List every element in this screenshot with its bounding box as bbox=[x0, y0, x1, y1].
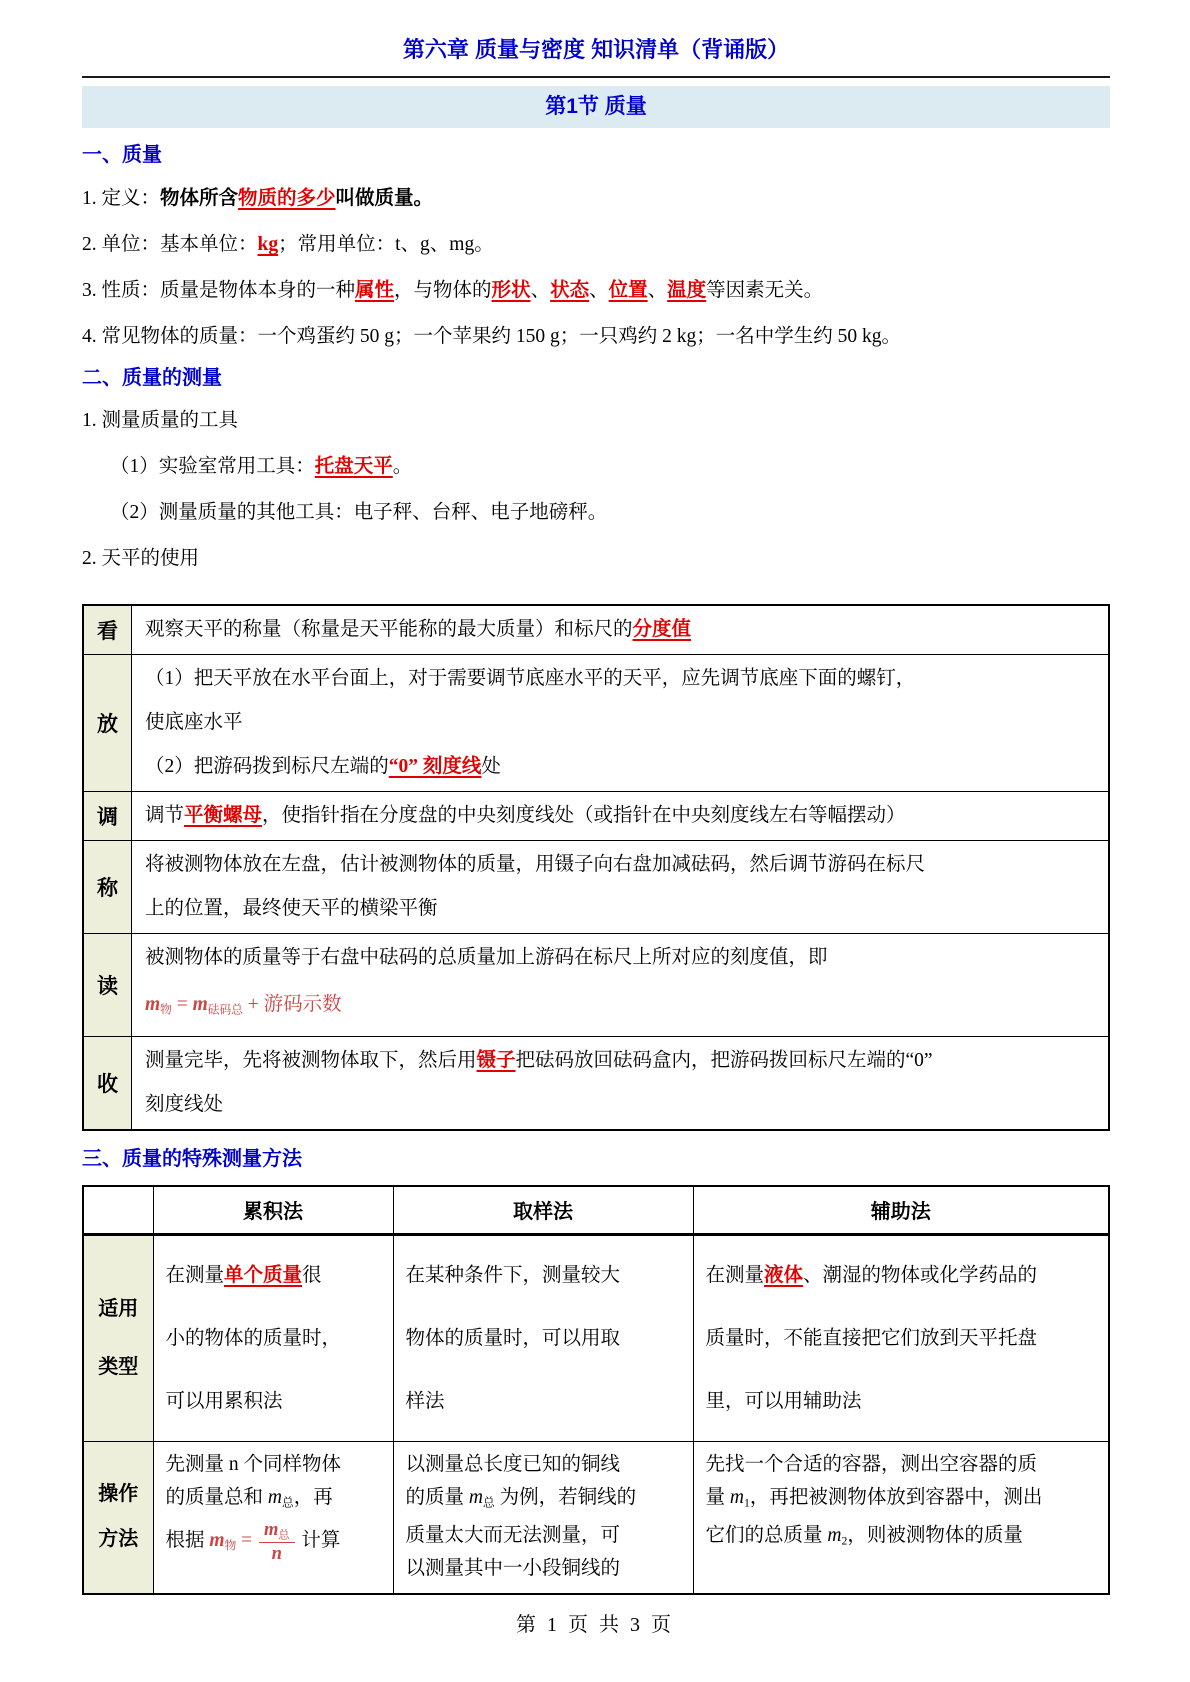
row-content-place: （1）把天平放在水平台面上，对于需要调节底座水平的天平，应先调节底座下面的螺钉， 使底座水平 （2）把游码拨到标尺左端的“0” 刻度线处 bbox=[132, 655, 1110, 792]
row-content-putback: 测量完毕，先将被测物体取下，然后用镊子把砝码放回砝码盒内，把游码拨回标尺左端的“0” 刻度线处 bbox=[132, 1036, 1110, 1130]
list-item-definition: 1. 定义：物体所含物质的多少叫做质量。 bbox=[82, 187, 434, 209]
cell-op-auxiliary: 先找一个合适的容器，测出空容器的质 量 m1，再把被测物体放到容器中，测出 它们的总质量 m2，则被测物体的质量 bbox=[693, 1441, 1109, 1594]
row-label-place: 放 bbox=[83, 655, 132, 792]
table-row-adjust bbox=[83, 792, 1109, 841]
page-title: 第六章 质量与密度 知识清单（背诵版） bbox=[402, 37, 790, 62]
col-header-empty bbox=[83, 1186, 153, 1235]
heading-mass: 一、质量 bbox=[82, 144, 162, 166]
row-label-read: 读 bbox=[83, 934, 132, 1037]
table-row-putback bbox=[83, 1036, 1109, 1130]
row-label-putback: 收 bbox=[83, 1036, 132, 1130]
cell-apply-auxiliary: 在测量液体、潮湿的物体或化学药品的 质量时，不能直接把它们放到天平托盘 里，可以用辅助法 bbox=[693, 1234, 1109, 1441]
row-content-look: 观察天平的称量（称量是天平能称的最大质量）和标尺的分度值 bbox=[132, 605, 1110, 655]
row-content-adjust: 调节平衡螺母，使指针指在分度盘的中央刻度线处（或指针在中央刻度线左右等幅摆动） bbox=[132, 792, 1110, 841]
table-row-read bbox=[83, 934, 1109, 1037]
table-row-operation-method bbox=[83, 1441, 1109, 1594]
measure-tool-other: （2）测量质量的其他工具：电子秤、台秤、电子地磅秤。 bbox=[110, 502, 608, 523]
row-label-weigh: 称 bbox=[83, 841, 132, 934]
table-row-place bbox=[83, 655, 1109, 792]
section-banner: 第1节 质量 bbox=[82, 86, 1110, 128]
table-row-weigh bbox=[83, 841, 1109, 934]
col-header-auxiliary: 辅助法 bbox=[693, 1186, 1109, 1235]
table-row-look bbox=[83, 605, 1109, 655]
row-label-look: 看 bbox=[83, 605, 132, 655]
cell-apply-sampling: 在某种条件下，测量较大 物体的质量时，可以用取 样法 bbox=[393, 1234, 693, 1441]
balance-usage-table bbox=[82, 604, 1110, 1131]
row-label-applicable-type: 适用 类型 bbox=[83, 1234, 153, 1441]
row-content-weigh: 将被测物体放在左盘，估计被测物体的质量，用镊子向右盘加减砝码，然后调节游码在标尺 上的位置，最终使天平的横梁平衡 bbox=[132, 841, 1110, 934]
row-label-operation-method: 操作 方法 bbox=[83, 1441, 153, 1594]
col-header-accumulation: 累积法 bbox=[153, 1186, 393, 1235]
heading-measurement: 二、质量的测量 bbox=[82, 367, 222, 389]
row-content-read: 被测物体的质量等于右盘中砝码的总质量加上游码在标尺上所对应的刻度值，即 m物 = m砝码总 + 游码示数 bbox=[132, 934, 1110, 1037]
table-row-applicable-type bbox=[83, 1234, 1109, 1441]
list-item-common-mass: 4. 常见物体的质量：一个鸡蛋约 50 g；一个苹果约 150 g；一只鸡约 2 kg；一名中学生约 50 kg。 bbox=[82, 326, 902, 347]
measure-tools-title: 1. 测量质量的工具 bbox=[82, 410, 239, 431]
page-footer: 第 1 页 共 3 页 bbox=[516, 1614, 674, 1636]
special-methods-table bbox=[82, 1185, 1110, 1596]
list-item-unit: 2. 单位：基本单位：kg；常用单位：t、g、mg。 bbox=[82, 234, 494, 255]
cell-op-accumulation: 先测量 n 个同样物体 的质量总和 m总，再 根据 m物 = $\frac{\text{m总}}{n}$ 计算 bbox=[153, 1441, 393, 1594]
list-item-property: 3. 性质：质量是物体本身的一种属性，与物体的形状、状态、位置、温度等因素无关。 bbox=[82, 280, 824, 301]
measure-tool-lab: （1）实验室常用工具：托盘天平。 bbox=[110, 456, 413, 477]
special-table-header-row bbox=[83, 1186, 1109, 1235]
cell-apply-accumulation: 在测量单个质量很 小的物体的质量时， 可以用累积法 bbox=[153, 1234, 393, 1441]
balance-usage-title: 2. 天平的使用 bbox=[82, 548, 200, 569]
title-rule bbox=[82, 76, 1110, 78]
col-header-sampling: 取样法 bbox=[393, 1186, 693, 1235]
row-label-adjust: 调 bbox=[83, 792, 132, 841]
cell-op-sampling: 以测量总长度已知的铜线 的质量 m总 为例，若铜线的 质量太大而无法测量，可 以测量其中一小段铜线的 bbox=[393, 1441, 693, 1594]
heading-special-methods: 三、质量的特殊测量方法 bbox=[82, 1147, 302, 1170]
